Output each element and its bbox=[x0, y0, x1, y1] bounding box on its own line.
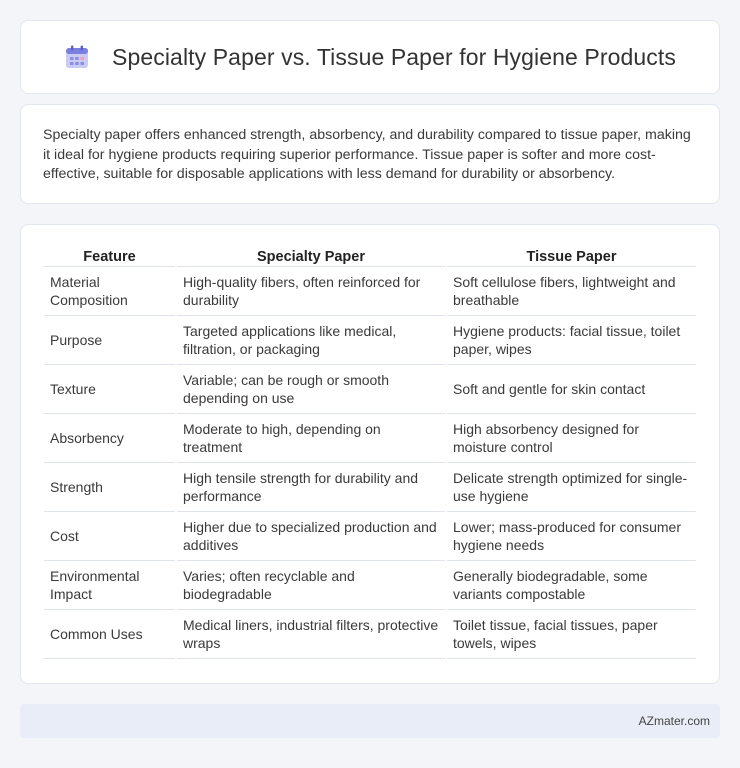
header-tissue-paper: Tissue Paper bbox=[447, 245, 696, 267]
summary-card bbox=[20, 104, 720, 204]
cell-specialty: Variable; can be rough or smooth depending on use bbox=[177, 365, 445, 414]
cell-feature: Texture bbox=[44, 365, 175, 414]
header-feature: Feature bbox=[44, 245, 175, 267]
table-row bbox=[44, 414, 696, 463]
cell-specialty: Varies; often recyclable and biodegradable bbox=[177, 561, 445, 610]
cell-specialty: High tensile strength for durability and performance bbox=[177, 463, 445, 512]
cell-specialty: Higher due to specialized production and additives bbox=[177, 512, 445, 561]
table-row bbox=[44, 365, 696, 414]
cell-feature: Absorbency bbox=[44, 414, 175, 463]
table-row bbox=[44, 463, 696, 512]
cell-feature: Cost bbox=[44, 512, 175, 561]
cell-feature: Strength bbox=[44, 463, 175, 512]
page-title: Specialty Paper vs. Tissue Paper for Hygiene Products bbox=[112, 43, 676, 70]
cell-tissue: High absorbency designed for moisture control bbox=[447, 414, 696, 463]
footer bbox=[20, 704, 720, 738]
cell-tissue: Lower; mass-produced for consumer hygiene needs bbox=[447, 512, 696, 561]
cell-specialty: Moderate to high, depending on treatment bbox=[177, 414, 445, 463]
cell-feature: Environmental Impact bbox=[44, 561, 175, 610]
cell-tissue: Soft cellulose fibers, lightweight and breathable bbox=[447, 267, 696, 316]
cell-specialty: Targeted applications like medical, filtration, or packaging bbox=[177, 316, 445, 365]
cell-specialty: Medical liners, industrial filters, protective wraps bbox=[177, 610, 445, 659]
table-header-row bbox=[44, 245, 696, 267]
cell-tissue: Toilet tissue, facial tissues, paper towels, wipes bbox=[447, 610, 696, 659]
cell-feature: Material Composition bbox=[44, 267, 175, 316]
comparison-table-card bbox=[20, 224, 720, 684]
cell-tissue: Delicate strength optimized for single-use hygiene bbox=[447, 463, 696, 512]
header-specialty-paper: Specialty Paper bbox=[177, 245, 445, 267]
calendar-icon bbox=[64, 44, 90, 70]
table-row bbox=[44, 561, 696, 610]
table-row bbox=[44, 610, 696, 659]
title-card bbox=[20, 20, 720, 94]
table-row bbox=[44, 267, 696, 316]
cell-feature: Common Uses bbox=[44, 610, 175, 659]
cell-specialty: High-quality fibers, often reinforced for durability bbox=[177, 267, 445, 316]
cell-tissue: Generally biodegradable, some variants compostable bbox=[447, 561, 696, 610]
cell-feature: Purpose bbox=[44, 316, 175, 365]
summary-text: Specialty paper offers enhanced strength, absorbency, and durability compared to tissue paper, making it ideal for hygiene products requiring superior performance. Tissue paper is softer and more cost-effective, suitable for disposable applications with less demand for durability or absorbency. bbox=[43, 127, 691, 182]
cell-tissue: Hygiene products: facial tissue, toilet paper, wipes bbox=[447, 316, 696, 365]
footer-brand: AZmater.com bbox=[638, 714, 710, 728]
comparison-table bbox=[42, 245, 698, 659]
cell-tissue: Soft and gentle for skin contact bbox=[447, 365, 696, 414]
table-row bbox=[44, 316, 696, 365]
table-row bbox=[44, 512, 696, 561]
